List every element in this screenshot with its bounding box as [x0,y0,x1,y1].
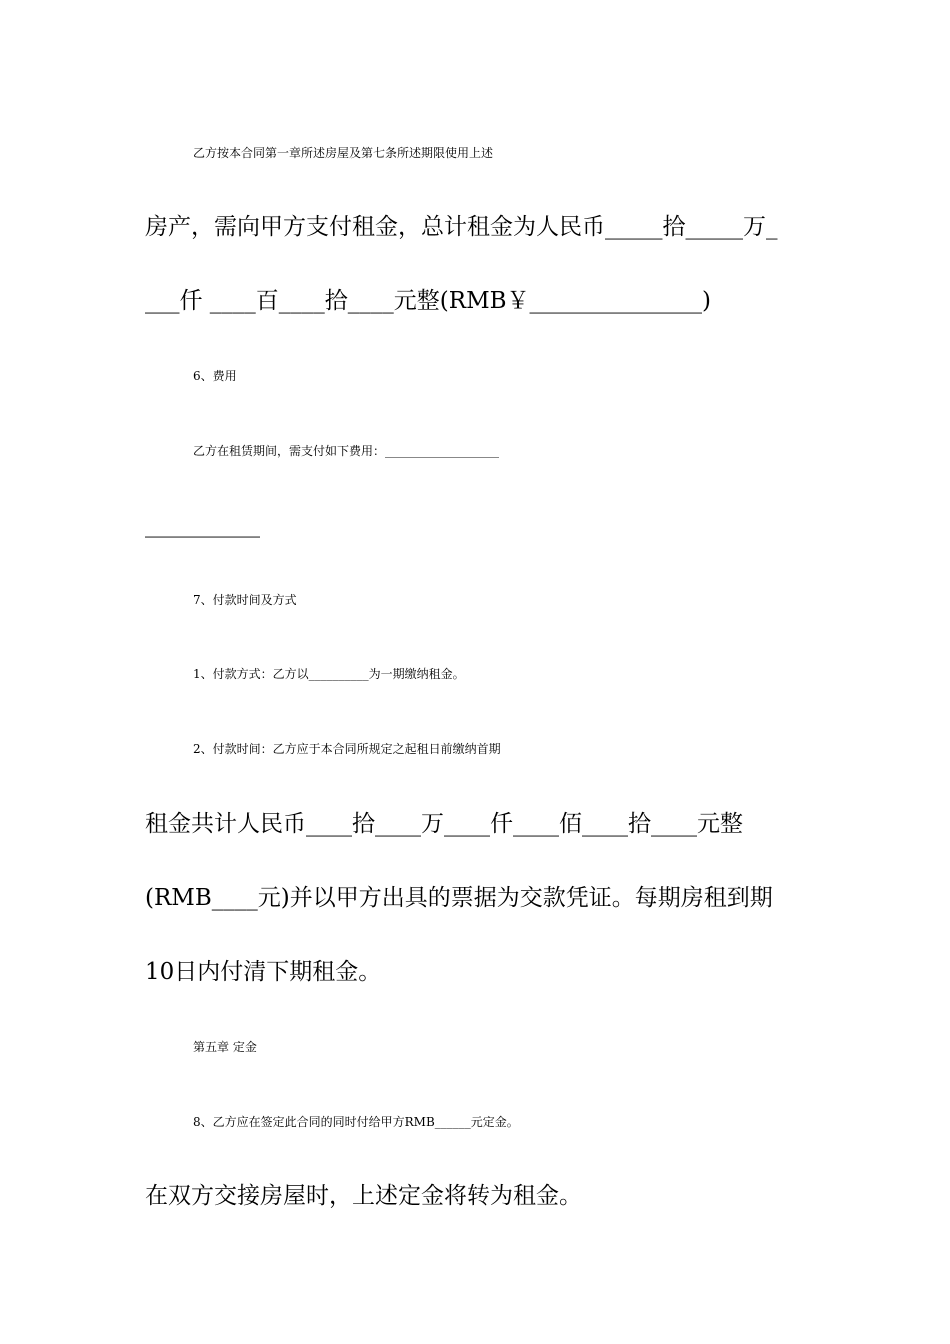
heading-fees: 6、费用 [193,369,237,383]
paragraph-deposit-line-2: 在双方交接房屋时，上述定金将转为租金。 [145,1183,582,1209]
paragraph-payment-time-line-1: 2、付款时间：乙方应于本合同所规定之起租日前缴纳首期 [193,742,501,756]
paragraph-fees-line-1: 乙方在租赁期间，需支付如下费用：___________________ [193,444,500,458]
paragraph-fees-line-2: __________ [145,512,260,538]
paragraph-payment-time-line-2: 租金共计人民币____拾____万____仟____佰____拾____元整 [145,811,743,837]
paragraph-rent-line-1: 乙方按本合同第一章所述房屋及第七条所述期限使用上述 [193,146,494,160]
paragraph-rent-line-3: ___仟 ____百____拾____元整(RMB￥_______________) [145,288,712,314]
paragraph-deposit-line-1: 8、乙方应在签定此合同的同时付给甲方RMB______元定金。 [193,1115,519,1129]
heading-payment-time-method: 7、付款时间及方式 [193,593,297,607]
paragraph-rent-line-2: 房产，需向甲方支付租金，总计租金为人民币_____拾_____万_ [145,214,778,240]
heading-chapter-five-deposit: 第五章 定金 [193,1040,257,1054]
paragraph-payment-time-line-4: 10日内付清下期租金。 [145,959,382,985]
paragraph-payment-time-line-3: (RMB____元)并以甲方出具的票据为交款凭证。每期房租到期 [145,885,773,911]
paragraph-payment-method: 1、付款方式：乙方以__________为一期缴纳租金。 [193,667,465,681]
